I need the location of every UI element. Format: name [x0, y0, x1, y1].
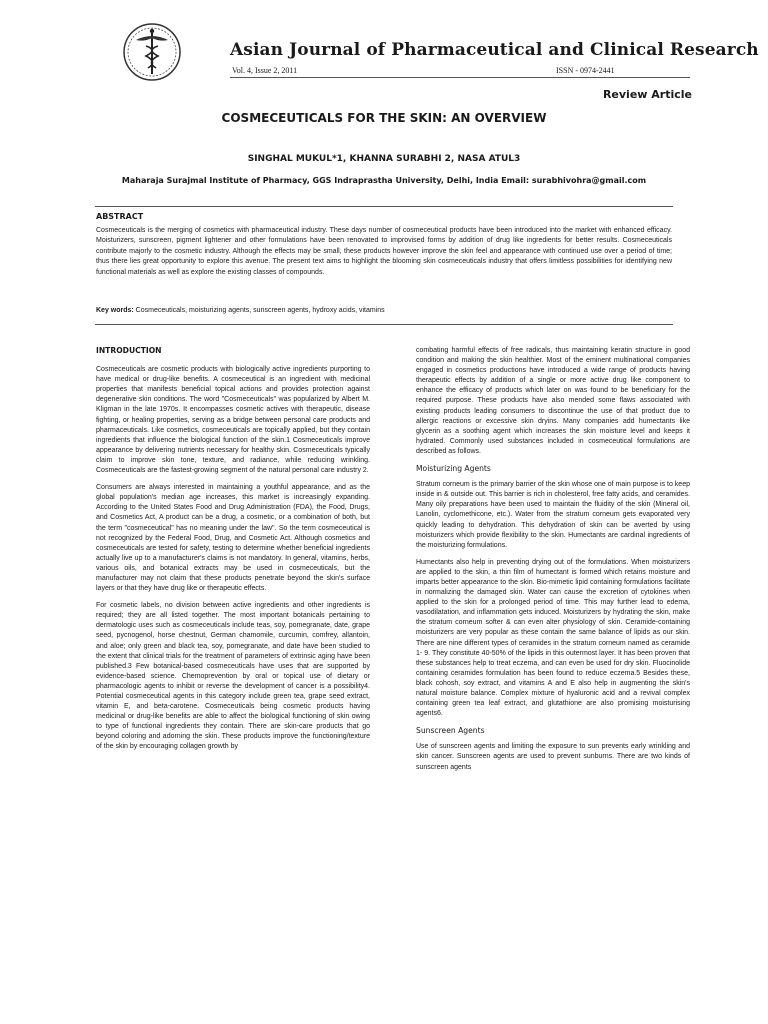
paragraph: combating harmful effects of free radicals, thus maintaining keratin structure in good condition and making the skin healthier. Most of the eminent multinational companies engaged in cosmetics productions have introduced a wide range of products having therapeutic effects by addition of a single or more active drug like component to enhance the efficacy of products which later on was found to be beneficiary for the required purpose. These products have also mended some flaws associated with existing products leading consumers to discontinue the use of that product due to allergic reactions or excessive skin dryins. Many companies add humectants like glycerin as a soothing agent which increases the skin moisture level and keeps it hydrated. Commonly used substances included in cosmeceutical formulations are described as follows. [416, 347, 690, 455]
keywords [96, 307, 672, 314]
left-column [96, 346, 370, 760]
volume-issue: Vol. 4, Issue 2, 2011 [232, 66, 298, 75]
moisturizing-agents-heading: Moisturizing Agents [416, 464, 491, 474]
article-type: Review Article [602, 88, 692, 101]
paragraph: Stratum corneum is the primary barrier of the skin whose one of main purpose is to keep inside in & outside out. This barrier is rich in cholesterol, free fatty acids, and ceramides. Many oily preparations have been used to maintain the fluidity of the skin (Mineral oil, Lanolin, cyclomethicone, etc.). Water from the stratum corneum gets evaporated very quickly leading to dehydration. This dehydration of skin can be averted by using moisturizers which provide flexibility to the skin. Humectants are cardinal ingredients of the moisturizing formulations. [416, 481, 690, 549]
header-divider [230, 77, 690, 78]
paragraph: Use of sunscreen agents and limiting the exposure to sun prevents early wrinkling and skin cancer. Sunscreen agents are used to prevent sunburns. There are two kinds of sunscreen agents [416, 743, 690, 771]
keywords-label: Key words: [96, 307, 134, 314]
paragraph: Humectants also help in preventing drying out of the formulations. When moisturizers are applied to the skin, a thin film of humectant is formed which retains moisture and imparts better appearance to the skin. Bio-mimetic lipid containing formulations facilitate in normalizing the damaged skin. Water can cause the excretion of cytokines when applied to the skin for a prolonged period of time. This may further lead to edema, vasodilatation, and inflammation gets induced. Moisturizers by hydrating the skin, make the stratum corneum softer & can even alter physiology of skin. Ceramide-containing moisturizers are very popular as these contain the same balance of lipids as our skin. There are nine different types of ceramides in the stratum corneum named as ceramide 1- 9. They constitute 40-50% of the lipids in this outermost layer. It has been proven that these substances help to treat eczema, and can even be used for dry skin. Fluocinolide containing ceramides formulation has been found to reduce eczema.5 Besides these, black cohosh, soy extract, and vitamins A and E also help in augmenting the skin's natural moisture balance. Complex mixture of hyaluronic acid and a revival complex containing green tea leaf extract, and glutathione are also promising moisturising agents6. [416, 558, 690, 718]
authors: SINGHAL MUKUL*1, KHANNA SURABHI 2, NASA ATUL3 [247, 154, 521, 164]
article-title: COSMECEUTICALS FOR THE SKIN: AN OVERVIEW [221, 111, 547, 125]
keywords-list: Cosmeceuticals, moisturizing agents, sunscreen agents, hydroxy acids, vitamins [133, 307, 385, 314]
issn: ISSN - 0974-2441 [556, 66, 615, 75]
right-column [416, 346, 690, 780]
abstract-text: Cosmeceuticals is the merging of cosmetics with pharmaceutical industry. These days number of cosmeceutical products have been introduced into the market with enhanced efficacy. Moisturizers, sunscreen, pigment lightener and other formulations have been renovated to improvised forms by addition of drug like ingredients for better results. Cosmeceuticals contribute majorly to the cosmetic industry. Although the effects may be small, these products however improve the skin feel and appearance with continued use over a period of time; thus there lies great opportunity to explore this avenue. The present text aims to highlight the blooming skin cosmeceuticals industry that offers limitless possibilities for identifying new functional materials as well as explore the existing classes of compounds. [96, 227, 672, 276]
introduction-heading: INTRODUCTION [96, 346, 162, 355]
journal-title: Asian Journal of Pharmaceutical and Clinical Research [230, 40, 759, 60]
sunscreen-agents-heading: Sunscreen Agents [416, 726, 485, 736]
affiliation: Maharaja Surajmal Institute of Pharmacy, GGS Indraprastha University, Delhi, India Email: surabhivohra@gmail.com [121, 176, 647, 185]
paragraph: Consumers are always interested in maintaining a youthful appearance, and as the global population's median age increases, this market is increasingly expanding. According to the United States Food and Drug Administration (FDA), the Food, Drugs, and Cosmetics Act, A product can be a drug, a cosmetic, or a combination of both, but the term "cosmeceutical" has no meaning under the law". So the term cosmeceutical is not recognized by the Federal Food, Drug, and Cosmetic Act. Although cosmetics and cosmeceuticals are tested for safety, testing to determine whether beneficial ingredients actually live up to a manufacturer's claims is not mandatory. In general, vitamins, herbs, various oils, and botanical extracts may be used in cosmeceuticals, but the manufacturer may not claim that these products penetrate beyond the skin's surface layers or that they have drug like or therapeutic effects. [96, 484, 370, 593]
paragraph: For cosmetic labels, no division between active ingredients and other ingredients is required; they are all listed together. The most important botanicals pertaining to dermatologic uses such as cosmeceuticals include teas, soy, pomegranate, date, grape seed, pycnogenol, horse chestnut, German chamomile, curcumin, comfrey, allantoin, and aloe; only green and black tea, soy, pomegranate, and date have been studied to the extent that clinical trials for the treatment of parameters of extrinsic aging have been published.3 Few botanical-based cosmeceuticals have uses that are supported by evidence-based science. Chemoprevention by oral or topical use of dietary or pharmacologic agents to inhibit or reverse the development of cancer is a possibility4. Potential cosmeceutical agents in this category include green tea, grape seed extract, vitamin E, and beta-carotene. Cosmeceuticals being cosmetic products having medicinal or drug-like benefits are able to affect the biological functioning of skin owing to type of functional ingredients they contain. There are skin-care products that go beyond coloring and adorning the skin. These products improve the functioning/texture of the skin by encouraging collagen growth by [96, 602, 370, 751]
paragraph: Cosmeceuticals are cosmetic products with biologically active ingredients purporting to have medical or drug-like benefits. A cosmeceutical is an ingredient with medicinal properties that manifests beneficial topical actions and provides protection against degenerative skin conditions. The word "Cosmeceuticals" was popularized by Albert M. Kligman in the late 1970s. It encompasses cosmetic actives with therapeutic, disease fighting, or healing properties, serving as a bridge between personal care products and pharmaceuticals. Like cosmetics, cosmeceuticals are topically applied, but they contain ingredients that influence the biological function of the skin.1 Cosmeceuticals improve appearance by delivering nutrients necessary for healthy skin. Cosmeceuticals typically claim to improve skin tone, texture, and radiance, while reducing wrinkling. Cosmeceuticals are the fastest-growing segment of the natural personal care industry 2. [96, 366, 370, 475]
abstract-heading: ABSTRACT [96, 212, 144, 221]
abstract-top-rule [95, 206, 673, 207]
journal-logo-caduceus-icon [120, 20, 184, 84]
abstract-bottom-rule [95, 324, 673, 325]
